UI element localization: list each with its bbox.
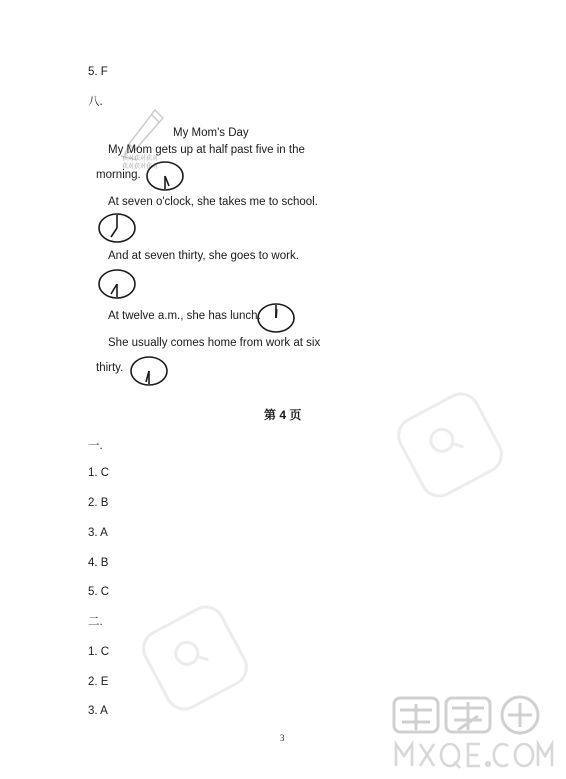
story-line-1: My Mom gets up at half past five in the xyxy=(108,144,305,156)
watermark-small-text-1: 获对获对获对 xyxy=(122,156,159,162)
clock-half-past-five-icon xyxy=(145,160,185,192)
page-number: 3 xyxy=(280,733,285,743)
section-2-label: 二. xyxy=(88,616,103,628)
logo-watermark-icon xyxy=(385,385,515,505)
story-line-1-continued: morning. xyxy=(96,169,141,181)
page-4-heading: 第 4 页 xyxy=(264,408,302,422)
section-1-label: 一. xyxy=(88,440,103,452)
answer-2-1: 1. C xyxy=(88,646,110,658)
answer-1-3: 3. A xyxy=(88,527,108,539)
section-8-label: 八. xyxy=(88,96,103,108)
clock-six-thirty-icon xyxy=(129,355,169,387)
answer-1-1: 1. C xyxy=(88,467,110,479)
clock-seven-oclock-icon xyxy=(97,212,137,244)
answer-2-2: 2. E xyxy=(88,676,109,688)
site-watermark-logo xyxy=(388,690,560,774)
story-line-5-continued: thirty. xyxy=(96,362,124,374)
story-line-2: At seven o'clock, she takes me to school. xyxy=(108,196,318,208)
clock-twelve-oclock-icon xyxy=(256,302,296,334)
logo-watermark-icon-2 xyxy=(130,598,260,718)
story-line-3: And at seven thirty, she goes to work. xyxy=(108,250,299,262)
answer-1-5: 5. C xyxy=(88,586,110,598)
story-title: My Mom's Day xyxy=(173,127,249,139)
clock-seven-thirty-icon xyxy=(97,268,137,300)
story-line-4: At twelve a.m., she has lunch. xyxy=(108,310,261,322)
answer-item-5: 5. F xyxy=(88,66,108,78)
story-line-5: She usually comes home from work at six xyxy=(108,337,321,349)
watermark-small-text-2: 获对获对获对 xyxy=(122,164,159,170)
answer-2-3: 3. A xyxy=(88,705,108,717)
answer-1-4: 4. B xyxy=(88,557,109,569)
answer-1-2: 2. B xyxy=(88,497,109,509)
